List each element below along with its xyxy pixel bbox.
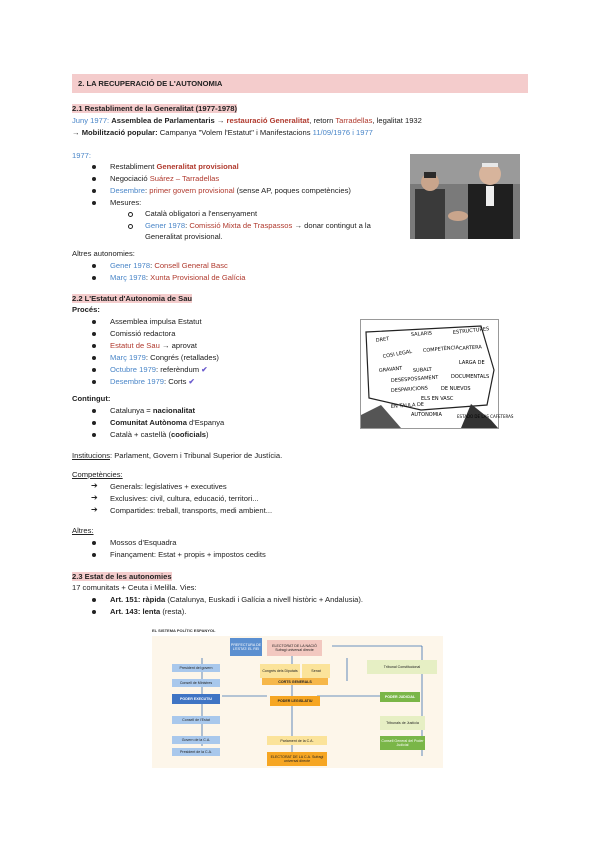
bullet-restabliment: Restabliment Generalitat provisional xyxy=(110,162,239,171)
box-tribunal-constitucional: Tribunal Constitucional xyxy=(367,660,437,674)
sub-catala-obligatori: Català obligatori a l'ensenyament xyxy=(145,209,258,218)
year-1977-heading: 1977: xyxy=(72,151,92,160)
box-poder-executiu: PODER EXECUTIU xyxy=(172,694,220,704)
line-june-1977: Juny 1977: Assemblea de Parlamentaris → restauració Generalitat, retorn Tarradellas, legalitat 1932 xyxy=(72,116,422,125)
section-title-2-2: 2.2 L'Estatut d'Autonomia de Sau xyxy=(72,294,193,303)
box-parlament-ca: Parlament de la C.A. xyxy=(267,736,327,745)
proces-estatut-sau: Estatut de Sau → aprovat xyxy=(110,341,197,350)
competencies-heading: Competències: xyxy=(72,470,123,479)
bullet-desembre: Desembre: primer govern provisional (sense AP, poques competències) xyxy=(110,186,351,195)
box-electorat-ca: ELECTORAT DE LA C.A. Sufragi universal directe xyxy=(267,752,327,766)
arrow-icon: ➔ xyxy=(91,481,98,490)
box-poder-judicial: PODER JUDICIAL xyxy=(380,692,420,702)
contingut-heading: Contingut: xyxy=(72,394,111,403)
via-art-151: Art. 151: ràpida (Catalunya, Euskadi i Galícia a nivell històric + Andalusia). xyxy=(110,595,364,604)
contingut-cooficials: Català + castellà (cooficials) xyxy=(110,430,209,439)
cartoon-word: DESPARICIONS xyxy=(390,385,429,394)
diagram-title: EL SISTEMA POLÍTIC ESPANYOL xyxy=(152,628,216,633)
cartoon-word: ELS EN VASC xyxy=(421,396,454,402)
check-icon: ✔ xyxy=(201,365,208,374)
sub-comissio-mixta-cont: Generalitat provisional. xyxy=(145,232,223,241)
proces-marc-1979: Març 1979: Congrés (retallades) xyxy=(110,353,219,362)
box-corts-generals: CORTS GENERALS xyxy=(262,678,328,685)
box-cgpj: Consell General del Poder Judicial xyxy=(380,736,425,750)
cartoon-word: DRET xyxy=(375,336,390,344)
cartoon-word: COSI LEGAL xyxy=(382,348,413,360)
cartoon-word: ESTRUCTURES xyxy=(452,326,490,336)
bullet-mesures: Mesures: xyxy=(110,198,142,207)
check-icon: ✔ xyxy=(188,377,195,386)
cartoon-word: AUTONOMIA xyxy=(411,412,442,418)
via-art-143: Art. 143: lenta (resta). xyxy=(110,607,187,616)
box-poder-legislatiu: PODER LEGISLATIU xyxy=(270,696,320,706)
box-rei: PREFECTURA DE L'ESTAT: EL REI xyxy=(230,638,262,656)
section-title-2-3: 2.3 Estat de les autonomies xyxy=(72,572,172,581)
contingut-comunitat: Comunitat Autònoma d'Espanya xyxy=(110,418,225,427)
box-tribunals-justicia: Tribunals de Justícia xyxy=(380,716,425,730)
section-title-2-1: 2.1 Restabliment de la Generalitat (1977-1978) xyxy=(72,104,238,113)
cartoon-word: DOCUMENTALS xyxy=(451,374,490,380)
box-electorat-nacio: ELECTORAT DE LA NACIÓ Sufragi universal directe xyxy=(267,640,322,656)
section-banner xyxy=(72,74,528,93)
box-govern-ca: Govern de la C.A. xyxy=(172,736,220,744)
political-system-diagram xyxy=(152,636,443,768)
cartoon-word: DE NUEVOS xyxy=(441,386,471,392)
altres-financament: Finançament: Estat + propis + impostos cedits xyxy=(110,550,266,559)
box-congres: Congrés dels Diputats xyxy=(260,664,300,678)
cartoon-word: SALARIS xyxy=(410,330,433,338)
contingut-nacionalitat: Catalunya = nacionalitat xyxy=(110,406,196,415)
box-president-govern: President del govern xyxy=(172,664,220,672)
institucions-line: Institucions: Parlament, Govern i Tribunal Superior de Justícia. xyxy=(72,451,283,460)
altres-mossos: Mossos d'Esquadra xyxy=(110,538,177,547)
proces-desembre-1979: Desembre 1979: Corts ✔ xyxy=(110,377,195,386)
proces-heading: Procés: xyxy=(72,305,100,314)
proces-octubre-1979: Octubre 1979: referèndum ✔ xyxy=(110,365,208,374)
cartoon-word: CARTERA xyxy=(458,344,483,352)
comp-generals: Generals: legislatives + executives xyxy=(110,482,227,491)
cartoon-caption: ESTADO DE LAS CAFETERAS xyxy=(457,414,514,419)
box-senat: Senat xyxy=(302,664,330,678)
bullet-consell-basc: Gener 1978: Consell General Basc xyxy=(110,261,228,270)
proces-comissio: Comissió redactora xyxy=(110,329,176,338)
arrow-icon: ➔ xyxy=(91,493,98,502)
box-consell-ministres: Consell de Ministres xyxy=(172,679,220,687)
box-president-ca: President de la C.A. xyxy=(172,748,220,756)
sub-comissio-mixta: Gener 1978: Comissió Mixta de Traspassos → donar contingut a la xyxy=(145,221,371,230)
photo-suarez-tarradellas xyxy=(410,154,520,239)
proces-assemblea: Assemblea impulsa Estatut xyxy=(110,317,202,326)
altres-autonomies: Altres autonomies: xyxy=(72,249,135,258)
altres-heading: Altres: xyxy=(72,526,94,535)
comunitats-line: 17 comunitats + Ceuta i Melilla. Vies: xyxy=(72,583,197,592)
cartoon-word: DESESPOSSAMENT xyxy=(390,374,439,384)
cartoon-word: GRAVANT xyxy=(378,365,403,374)
comp-exclusives: Exclusives: civil, cultura, educació, territori... xyxy=(110,494,259,503)
cartoon-cafeteras xyxy=(360,319,514,429)
line-mobilitzacio: → Mobilització popular: Campanya "Volem l'Estatut" i Manifestacions 11/09/1976 i 1977 xyxy=(72,128,373,137)
banner-title: 2. LA RECUPERACIÓ DE L'AUTONOMIA xyxy=(78,79,223,88)
bullet-xunta-galicia: Març 1978: Xunta Provisional de Galícia xyxy=(110,273,246,282)
cartoon-word: LARGA DE xyxy=(459,360,485,366)
cartoon-word: SUBALT xyxy=(412,366,432,374)
box-consell-estat: Consell de l'Estat xyxy=(172,716,220,724)
comp-compartides: Compartides: treball, transports, medi ambient... xyxy=(110,506,273,515)
bullet-negociacio: Negociació Suárez – Tarradellas xyxy=(110,174,220,183)
arrow-icon: ➔ xyxy=(91,505,98,514)
cartoon-word: COMPETÈNCIA xyxy=(422,344,460,354)
cartoon-word: EN TAULA DE xyxy=(390,401,425,410)
